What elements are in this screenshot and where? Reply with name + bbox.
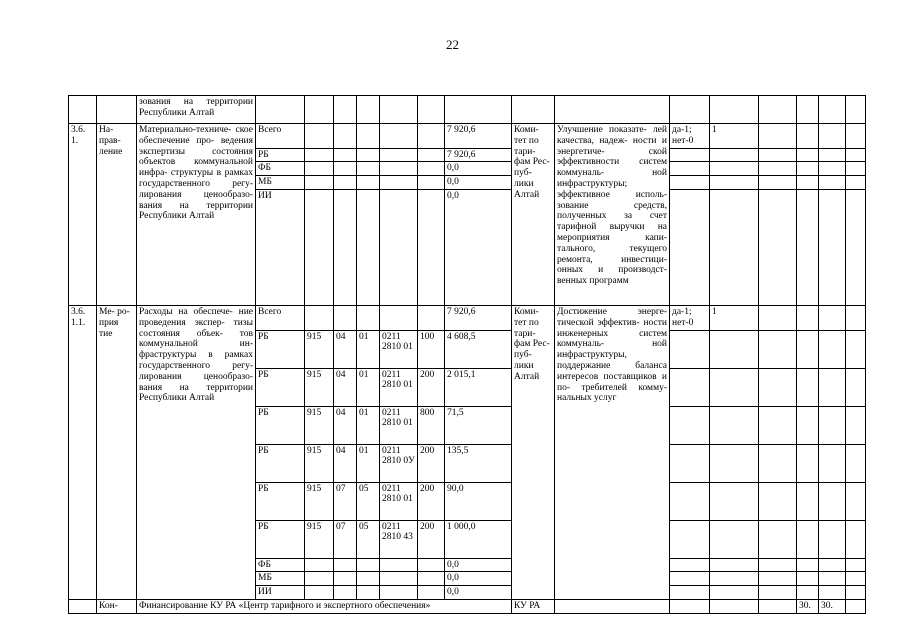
funding-source: ФБ xyxy=(256,162,305,176)
grbs-code: 915 xyxy=(305,406,334,444)
funding-source: МБ xyxy=(256,572,305,586)
row-indicator: да-1; нет-0 xyxy=(670,305,710,330)
table-row xyxy=(69,96,866,124)
row-type: На- прав- ление xyxy=(97,124,137,306)
vr-code: 200 xyxy=(418,368,445,406)
funding-source: ФБ xyxy=(256,558,305,572)
pr-code: 01 xyxy=(357,406,380,444)
row-description: Финансирование КУ РА «Центр тарифного и экспертного обеспечения» xyxy=(137,599,512,613)
funding-amount: 4 608,5 xyxy=(445,330,512,368)
row-executor: Коми- тет по тари- фам Рес- пуб- лики Алтай xyxy=(512,305,555,599)
funding-source: ИИ xyxy=(256,189,305,305)
row-col-b: 30. xyxy=(819,599,846,613)
vr-code: 100 xyxy=(418,330,445,368)
row-type: Кон- xyxy=(97,599,137,613)
funding-source: РБ xyxy=(256,520,305,558)
pr-code: 05 xyxy=(357,520,380,558)
program-table xyxy=(68,95,866,614)
funding-amount: 135,5 xyxy=(445,444,512,482)
funding-amount: 0,0 xyxy=(445,586,512,600)
rz-code: 04 xyxy=(334,444,357,482)
csr-code: 0211 2810 01 xyxy=(380,368,418,406)
funding-source: РБ xyxy=(256,482,305,520)
pr-code: 01 xyxy=(357,444,380,482)
funding-source: РБ xyxy=(256,444,305,482)
row-number: 3.6. 1.1. xyxy=(69,305,97,599)
funding-amount: 0,0 xyxy=(445,558,512,572)
funding-source: РБ xyxy=(256,148,305,162)
csr-code: 0211 2810 01 xyxy=(380,482,418,520)
row-description: зования на территории Республики Алтай xyxy=(137,96,256,124)
funding-amount: 0,0 xyxy=(445,189,512,305)
rz-code: 07 xyxy=(334,520,357,558)
funding-amount: 0,0 xyxy=(445,176,512,190)
funding-source: РБ xyxy=(256,330,305,368)
funding-amount: 71,5 xyxy=(445,406,512,444)
grbs-code: 915 xyxy=(305,520,334,558)
table-row xyxy=(69,599,866,613)
vr-code: 800 xyxy=(418,406,445,444)
page-number: 22 xyxy=(446,37,459,52)
funding-source: РБ xyxy=(256,406,305,444)
funding-source: Всего xyxy=(256,124,305,149)
rz-code: 04 xyxy=(334,368,357,406)
rz-code: 07 xyxy=(334,482,357,520)
row-col-a: 30. xyxy=(797,599,819,613)
row-executor: КУ РА xyxy=(512,599,555,613)
csr-code: 0211 2810 01 xyxy=(380,330,418,368)
funding-amount: 7 920,6 xyxy=(445,124,512,149)
pr-code: 05 xyxy=(357,482,380,520)
grbs-code: 915 xyxy=(305,444,334,482)
funding-amount: 2 015,1 xyxy=(445,368,512,406)
funding-amount: 7 920,6 xyxy=(445,148,512,162)
row-description: Расходы на обеспече- ние проведения экспер- тизы состояния объек- тов коммунальной ин- фраструктуры в рамках государственного регу- лирования ценообразо- вания на территории Республики Алтай xyxy=(137,305,256,599)
row-result: Достижение энерге- тической эффектив- ности инженерных систем коммуналь- ной инфраструктуры, поддержание баланса интересов поставщиков и по- требителей комму- нальных услуг xyxy=(555,305,670,599)
row-value: 1 xyxy=(710,124,759,149)
vr-code: 200 xyxy=(418,444,445,482)
funding-amount: 1 000,0 xyxy=(445,520,512,558)
funding-source: ИИ xyxy=(256,586,305,600)
funding-amount: 0,0 xyxy=(445,572,512,586)
row-result: Улучшение показате- лей качества, надеж- ности и энергетиче- ской эффективности систем коммуналь- ной инфраструктуры; эффективное исполь- зование средств, полученных за счет тарифной выручки на мероприятия капи- тального, текущего ремонта, инвестици- онных и производст- венных программ xyxy=(555,124,670,306)
funding-source: Всего xyxy=(256,305,305,330)
csr-code: 0211 2810 01 xyxy=(380,406,418,444)
row-type: Ме- ро- прия тие xyxy=(97,305,137,599)
funding-source: МБ xyxy=(256,176,305,190)
row-indicator: да-1; нет-0 xyxy=(670,124,710,149)
table-row xyxy=(69,124,866,149)
row-value: 1 xyxy=(710,305,759,330)
funding-amount: 90,0 xyxy=(445,482,512,520)
pr-code: 01 xyxy=(357,368,380,406)
table-row xyxy=(69,305,866,330)
csr-code: 0211 2810 0У xyxy=(380,444,418,482)
grbs-code: 915 xyxy=(305,330,334,368)
funding-source: РБ xyxy=(256,368,305,406)
pr-code: 01 xyxy=(357,330,380,368)
funding-amount: 0,0 xyxy=(445,162,512,176)
vr-code: 200 xyxy=(418,520,445,558)
row-description: Материально-техниче- ское обеспечение про- ведения экспертизы состояния объектов коммунальной инфра- структуры в рамках государственного регу- лирования ценообразо- вания на территории Республики Алтай xyxy=(137,124,256,306)
rz-code: 04 xyxy=(334,330,357,368)
funding-amount: 7 920,6 xyxy=(445,305,512,330)
rz-code: 04 xyxy=(334,406,357,444)
row-number: 3.6. 1. xyxy=(69,124,97,306)
row-executor: Коми- тет по тари- фам Рес- пуб- лики Алтай xyxy=(512,124,555,306)
vr-code: 200 xyxy=(418,482,445,520)
grbs-code: 915 xyxy=(305,482,334,520)
csr-code: 0211 2810 43 xyxy=(380,520,418,558)
grbs-code: 915 xyxy=(305,368,334,406)
